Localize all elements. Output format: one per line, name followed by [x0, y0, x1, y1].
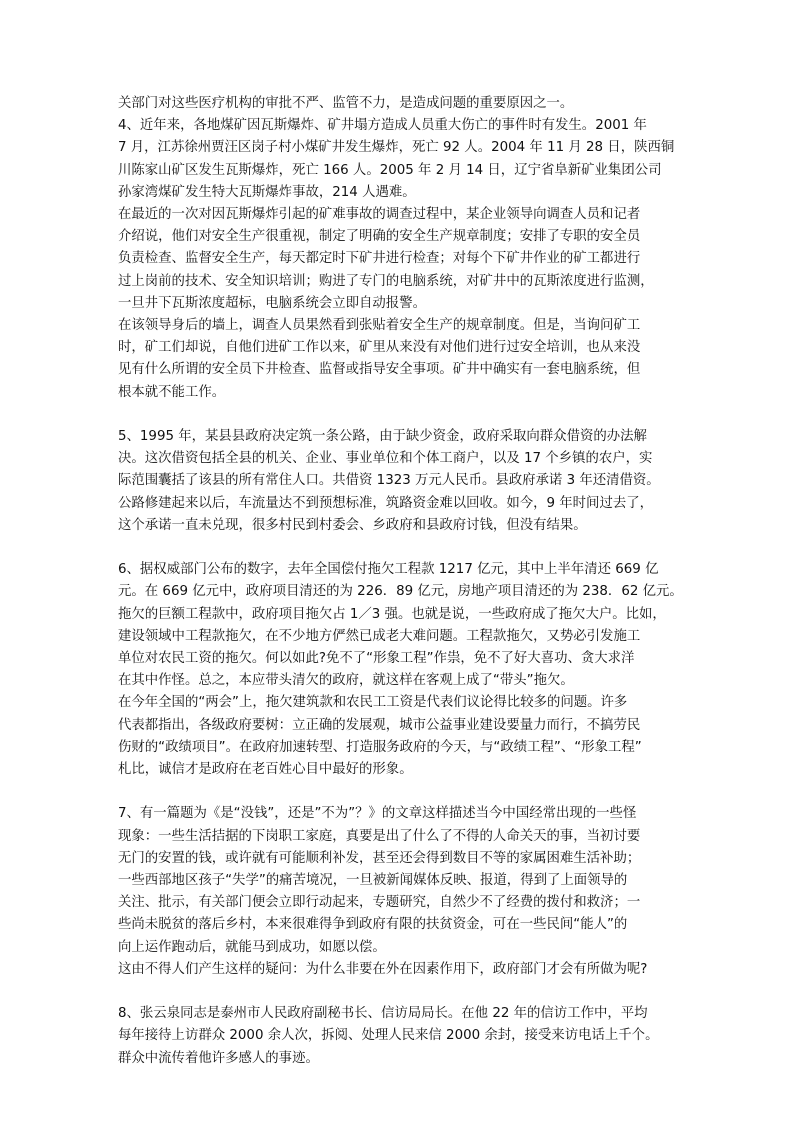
- paragraph-gap: [118, 781, 686, 803]
- text-line: 7 月，江苏徐州贾汪区岗子村小煤矿井发生爆炸，死亡 92 人。2004 年 11 月 28 日，陕西铜: [118, 140, 675, 156]
- text-line: 5、1995 年，某县县政府决定筑一条公路，由于缺少资金，政府采取向群众借资的办法解: [118, 429, 647, 445]
- text-line: 川陈家山矿区发生瓦斯爆炸，死亡 166 人。2005 年 2 月 14 日，辽宁省阜新矿业集团公司: [118, 162, 662, 178]
- text-line: 在其中作怪。总之，本应带头清欠的政府，就这样在客观上成了“带头”拖欠。: [118, 673, 574, 689]
- text-line: 公路修建起来以后，车流量达不到预想标准，筑路资金难以回收。如今，9 年时间过去了，: [118, 495, 654, 511]
- text-line: 札比，诚信才是政府在老百姓心目中最好的形象。: [118, 762, 413, 778]
- text-line: 4、近年来，各地煤矿因瓦斯爆炸、矿井塌方造成人员重大伤亡的事件时有发生。2001 年: [118, 118, 647, 134]
- text-line: 在今年全国的“两会”上，拖欠建筑款和农民工工资是代表们议论得比较多的问题。许多: [118, 695, 628, 711]
- text-line: 关注、批示，有关部门便会立即行动起来，专题研究，自然少不了经费的拨付和救济；一: [118, 895, 641, 911]
- text-line: 一些西部地区孩子“失学”的痛苦境况，一旦被新闻媒体反映、报道，得到了上面领导的: [118, 873, 628, 889]
- text-line: 建设领域中工程款拖欠，在不少地方俨然已成老大难问题。工程款拖欠，又势必引发施工: [118, 628, 641, 644]
- text-line: 一旦井下瓦斯浓度超标，电脑系统会立即自动报警。: [118, 295, 426, 311]
- text-line: 向上运作跑动后，就能马到成功，如愿以偿。: [118, 939, 386, 955]
- paragraph-gap: [118, 404, 686, 426]
- text-line: 介绍说，他们对安全生产很重视，制定了明确的安全生产规章制度；安排了专职的安全员: [118, 229, 641, 245]
- text-line: 在最近的一次对因瓦斯爆炸引起的矿难事故的调查过程中，某企业领导向调查人员和记者: [118, 207, 641, 223]
- text-line: 6、据权威部门公布的数字，去年全国偿付拖欠工程款 1217 亿元，其中上半年清还 669 亿: [118, 562, 659, 578]
- text-line: 代表都指出，各级政府要树：立正确的发展观，城市公益事业建设要量力而行，不搞劳民: [118, 717, 641, 733]
- text-line: 负责检查、监督安全生产，每天都定时下矿井进行检查；对每个下矿井作业的矿工都进行: [118, 251, 641, 267]
- text-line: 8、张云泉同志是泰州市人民政府副秘书长、信访局局长。在他 22 年的信访工作中，平均: [118, 1006, 648, 1022]
- text-line: 在该领导身后的墙上，调查人员果然看到张贴着安全生产的规章制度。但是，当询问矿工: [118, 318, 641, 334]
- text-line: 无门的安置的钱，或许就有可能顺利补发，甚至还会得到数目不等的家属困难生活补助；: [118, 850, 641, 866]
- text-line: 伤财的“政绩项目”。在政府加速转型、打造服务政府的今天，与“政绩工程”、“形象工程”: [118, 739, 642, 755]
- document-body: [118, 93, 686, 1070]
- text-line: 这个承诺一直未兑现，很多村民到村委会、乡政府和县政府讨钱，但没有结果。: [118, 517, 587, 533]
- text-line: 时，矿工们却说，自他们进矿工作以来，矿里从来没有对他们进行过安全培训，也从来没: [118, 340, 641, 356]
- text-line: 7、有一篇题为《是“没钱”，还是”不为”？》的文章这样描述当今中国经常出现的一些怪: [118, 806, 637, 822]
- paragraph-gap: [118, 981, 686, 1003]
- text-line: 现象：一些生活拮据的下岗职工家庭，真要是出了什么了不得的人命关天的事，当初讨要: [118, 828, 641, 844]
- text-line: 根本就不能工作。: [118, 384, 226, 400]
- text-line: 决。这次借资包括全县的机关、企业、事业单位和个体工商户，以及 17 个乡镇的农户，实: [118, 451, 653, 467]
- text-line: 过上岗前的技术、安全知识培训；购进了专门的电脑系统，对矿井中的瓦斯浓度进行监测，: [118, 273, 654, 289]
- text-line: 关部门对这些医疗机构的审批不严、监管不力，是造成问题的重要原因之一。: [118, 96, 574, 111]
- paragraph-gap: [118, 537, 686, 559]
- text-line: 些尚未脱贫的落后乡村，本来很难得争到政府有限的扶贫资金，可在一些民间“能人”的: [118, 917, 628, 933]
- text-line: 拖欠的巨额工程款中，政府项目拖欠占 1／3 强。也就是说，一些政府成了拖欠大户。比如，: [118, 606, 666, 622]
- text-line: 元。在 669 亿元中，政府项目清还的为 226．89 亿元，房地产项目清还的为 238．62 亿元。: [118, 584, 683, 600]
- text-line: 见有什么所谓的安全员下井检查、监督或指导安全事项。矿井中确实有一套电脑系统，但: [118, 362, 641, 378]
- text-line: 单位对农民工资的拖欠。何以如此?免不了“形象工程”作祟，免不了好大喜功、贪大求洋: [118, 651, 635, 667]
- text-line: 群众中流传着他许多感人的事迹。: [118, 1050, 319, 1066]
- text-line: 孙家湾煤矿发生特大瓦斯爆炸事故，214 人遇难。: [118, 184, 416, 200]
- text-line: 每年接待上访群众 2000 余人次，拆阅、处理人民来信 2000 余封，接受来访电话上千个。: [118, 1028, 659, 1044]
- text-line: 这由不得人们产生这样的疑问：为什么非要在外在因素作用下，政府部门才会有所做为呢?: [118, 961, 648, 977]
- text-line: 际范围囊括了该县的所有常住人口。共借资 1323 万元人民币。县政府承诺 3 年还清借资。: [118, 473, 660, 489]
